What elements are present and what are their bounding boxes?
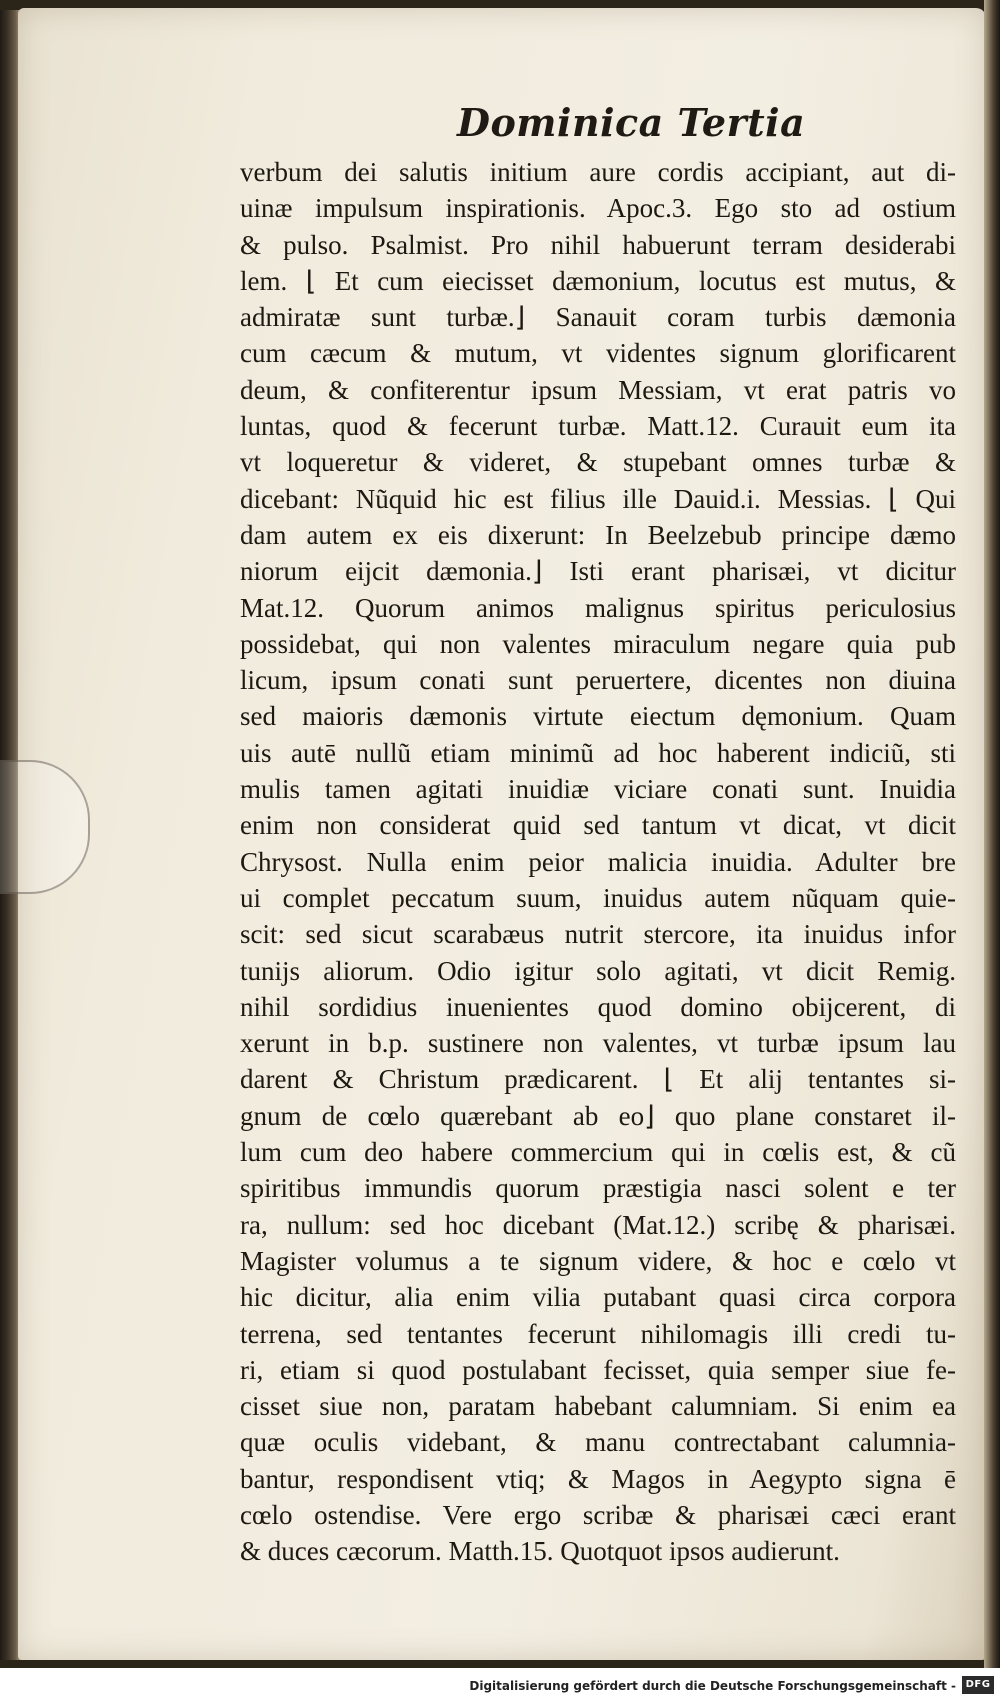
text-line: ri, etiam si quod postulabant fecisset, quia semper siue fe- <box>240 1354 956 1385</box>
text-line: & duces cæcorum. Matth.15. Quotquot ipsos audierunt. <box>240 1536 840 1567</box>
text-line: lem. ⌊ Et cum eiecisset dæmonium, locutus est mutus, & <box>240 265 956 296</box>
text-line: vt loqueretur & videret, & stupebant omnes turbæ & <box>240 447 956 478</box>
funding-credit: Digitalisierung gefördert durch die Deutsche Forschungsgemeinschaft - <box>469 1679 956 1693</box>
text-line: Chrysost. Nulla enim peior malicia inuidia. Adulter bre <box>240 846 956 877</box>
text-line: bantur, respondisent vtiq; & Magos in Aegypto signa ē <box>240 1463 956 1494</box>
text-line: lum cum deo habere commercium qui in cœlis est, & cũ <box>240 1137 956 1168</box>
text-line: spiritibus immundis quorum præstigia nasci solent e ter <box>240 1173 956 1204</box>
text-line: dicebant: Nũquid hic est filius ille Dauid.i. Messias. ⌊ Qui <box>240 483 956 514</box>
text-line: scit: sed sicut scarabæus nutrit stercore, ita inuidus infor <box>240 919 956 950</box>
text-line: tunijs aliorum. Odio igitur solo agitati, vt dicit Remig. <box>240 955 956 986</box>
text-line: enim non considerat quid sed tantum vt dicat, vt dicit <box>240 810 956 841</box>
text-line: cum cæcum & mutum, vt videntes signum glorificarent <box>240 338 956 369</box>
running-head: Dominica Tertia <box>457 100 806 145</box>
text-line: possidebat, qui non valentes miraculum negare quia pub <box>240 628 956 659</box>
text-line: admiratæ sunt turbæ.⌋ Sanauit coram turbis dæmonia <box>240 302 956 333</box>
text-line: cœlo ostendise. Vere ergo scribæ & pharisæi cæci erant <box>240 1499 956 1530</box>
text-line: hic dicitur, alia enim vilia putabant quasi circa corpora <box>240 1282 956 1313</box>
text-line: terrena, sed tentantes fecerunt nihilomagis illi credi tu- <box>240 1318 956 1349</box>
page-right-edge <box>984 0 1000 1668</box>
text-line: quæ oculis videbant, & manu contrectabant calumnia- <box>240 1427 956 1458</box>
dfg-logo: DFG <box>962 1676 994 1694</box>
text-line: gnum de cœlo quærebant ab eo⌋ quo plane constaret il- <box>240 1100 956 1131</box>
text-line: deum, & confiterentur ipsum Messiam, vt erat patris vo <box>240 374 956 405</box>
text-line: uis autē nullũ etiam minimũ ad hoc haberent indiciũ, sti <box>240 737 956 768</box>
text-line: dam autem ex eis dixerunt: In Beelzebub principe dæmo <box>240 519 956 550</box>
text-line: ui complet peccatum suum, inuidus autem nũquam quie- <box>240 882 956 913</box>
text-line: ra, nullum: sed hoc dicebant (Mat.12.) scribę & pharisæi. <box>240 1209 956 1240</box>
text-line: luntas, quod & fecerunt turbæ. Matt.12. Curauit eum ita <box>240 411 956 442</box>
text-line: xerunt in b.p. sustinere non valentes, vt turbæ ipsum lau <box>240 1028 956 1059</box>
text-line: uinæ impulsum inspirationis. Apoc.3. Ego sto ad ostium <box>240 193 956 224</box>
text-line: darent & Christum prædicarent. ⌊ Et alij tentantes si- <box>240 1064 956 1095</box>
body-text-block <box>240 154 956 1570</box>
text-line: mulis tamen agitati inuidiæ viciare conati sunt. Inuidia <box>240 774 956 805</box>
text-line: sed maioris dæmonis virtute eiectum dęmonium. Quam <box>240 701 956 732</box>
text-line: nihil sordidius inuenientes quod domino obijcerent, di <box>240 991 956 1022</box>
text-line: licum, ipsum conati sunt peruertere, dicentes non diuina <box>240 665 956 696</box>
text-line: cisset siue non, paratam habebant calumniam. Si enim ea <box>240 1391 956 1422</box>
text-line: niorum eijcit dæmonia.⌋ Isti erant pharisæi, vt dicitur <box>240 556 956 587</box>
text-line: & pulso. Psalmist. Pro nihil habuerunt terram desiderabi <box>240 229 956 260</box>
text-line: Magister volumus a te signum videre, & hoc e cœlo vt <box>240 1245 956 1276</box>
text-line: Mat.12. Quorum animos malignus spiritus periculosius <box>240 592 956 623</box>
text-line: verbum dei salutis initium aure cordis accipiant, aut di- <box>240 157 956 187</box>
digitization-footer <box>0 1668 1000 1705</box>
